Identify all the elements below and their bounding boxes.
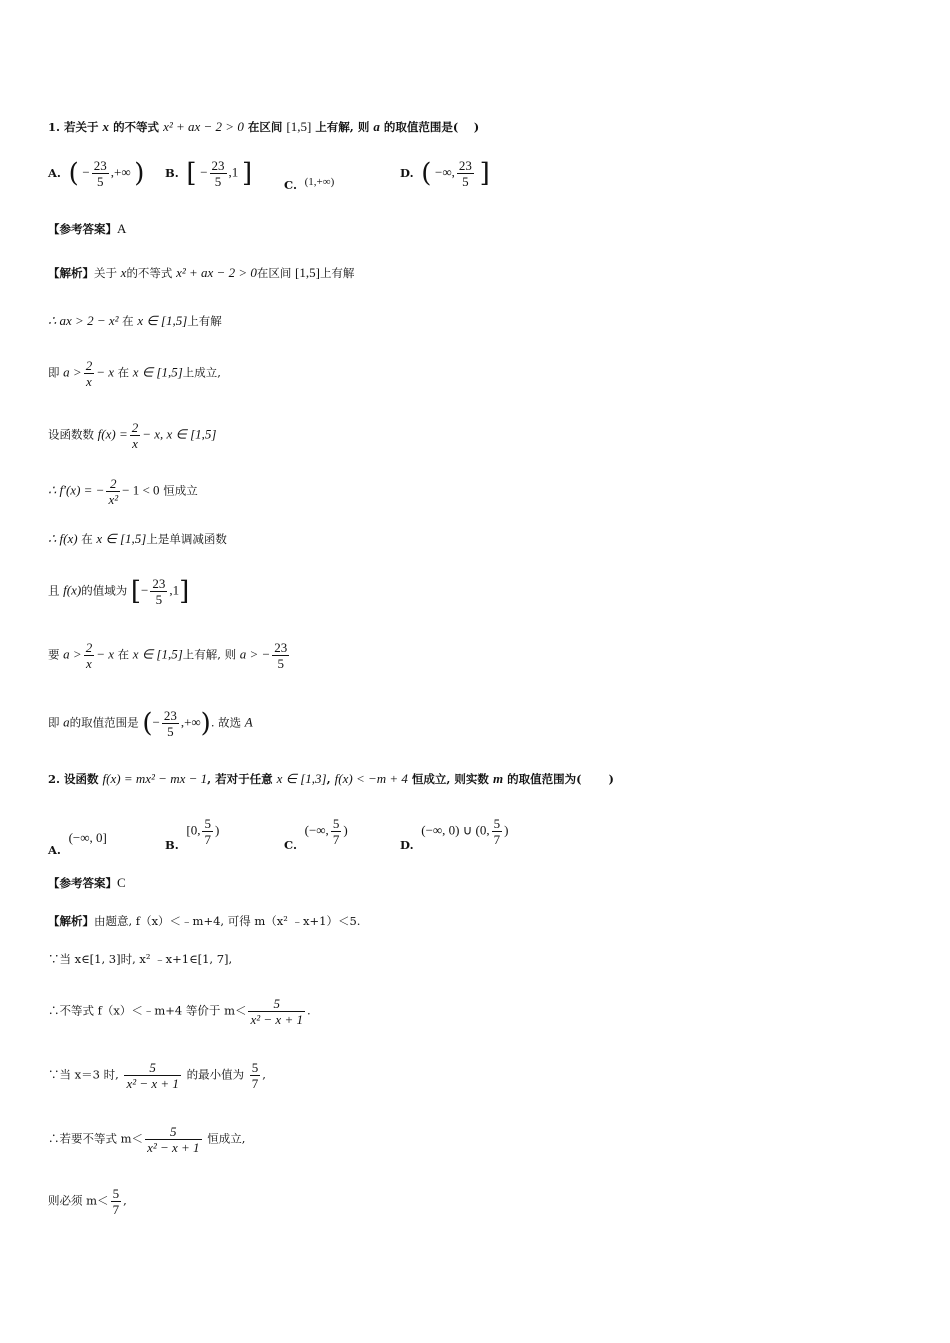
fraction: $\frac{5}{7}$ xyxy=(493,816,501,847)
q1-analysis-line-5: ∴ f′(x) = − $\frac{2}{\text{x²}}$ − 1 < 0 恒成立 xyxy=(48,476,198,507)
fraction: $\frac{5}{7}$ xyxy=(251,1060,259,1091)
q2-analysis-line-6: 则必须 m＜ $\frac{5}{7}$ , xyxy=(48,1186,127,1217)
q1-option-b[interactable]: B. [ − $\frac{23}{5}$ ,1 ] xyxy=(165,158,253,189)
q2-analysis-line-4: ∵当 x＝3 时, $\frac{5}{\text{x² − x + 1}}$ 的最小值为 $\frac{5}{7}$ , xyxy=(48,1060,266,1091)
q2-answer: 【参考答案】C xyxy=(48,875,126,890)
fraction: $\frac{5}{\text{x² − x + 1}}$ xyxy=(126,1060,179,1091)
q1-analysis-line-2: ∴ ax > 2 − x² 在 x ∈ [1,5]上有解 xyxy=(48,313,222,328)
q1-analysis-line-3: 即 a > $\frac{2}{x}$ − x 在 x ∈ [1,5]上成立, xyxy=(48,358,221,389)
q2-number: 2. xyxy=(48,772,61,786)
q2-analysis-line-5: ∴若要不等式 m＜ $\frac{5}{\text{x² − x + 1}}$ 恒成立, xyxy=(48,1124,246,1155)
fraction: $\frac{5}{\text{x² − x + 1}}$ xyxy=(147,1124,200,1155)
fraction: $\frac{2}{\text{x²}}$ xyxy=(108,476,119,507)
q2-option-b[interactable]: B. [0, $\frac{5}{7}$ ) xyxy=(165,816,220,852)
q1-analysis-line-1: 【解析】关于 x的不等式 x² + ax − 2 > 0在区间 [1,5]上有解 xyxy=(48,265,355,280)
fraction: $\frac{23}{5}$ xyxy=(152,576,166,607)
fraction: $\frac{23}{5}$ xyxy=(211,158,225,189)
fraction: $\frac{23}{5}$ xyxy=(93,158,107,189)
q1-answer: 【参考答案】A xyxy=(48,221,127,236)
fraction: $\frac{2}{x}$ xyxy=(85,640,93,671)
q1-option-a[interactable]: A. ( − $\frac{23}{5}$ ,+∞ ) xyxy=(48,158,145,189)
fraction: $\frac{23}{5}$ xyxy=(163,708,177,739)
q1-analysis-line-8: 要 a > $\frac{2}{x}$ − x 在 x ∈ [1,5]上有解, 则 a > − $\frac{23}{5}$ xyxy=(48,640,288,671)
q1-analysis-line-4: 设函数数 f(x) = $\frac{2}{x}$ − x, x ∈ [1,5] xyxy=(48,420,217,451)
q2-analysis-line-1: 【解析】由题意, f（x）＜﹣m+4, 可得 m（x² ﹣x+1）＜5. xyxy=(48,914,361,928)
fraction: $\frac{5}{7}$ xyxy=(204,816,211,847)
q2-option-c[interactable]: C. (−∞, $\frac{5}{7}$ ) xyxy=(284,816,348,852)
q2-option-d[interactable]: D. (−∞, 0) ∪ (0, $\frac{5}{7}$ ) xyxy=(400,816,509,852)
q2-analysis-line-3: ∴不等式 f（x）＜﹣m+4 等价于 m＜ $\frac{5}{\text{x² − x + 1}}$ . xyxy=(48,996,311,1027)
q1-option-d[interactable]: D. ( −∞, $\frac{23}{5}$ ] xyxy=(400,158,490,189)
q1-analysis-line-9: 即 a的取值范围是 (− $\frac{23}{5}$ ,+∞). 故选 A xyxy=(48,708,253,739)
fraction: $\frac{2}{x}$ xyxy=(131,420,139,451)
q1-analysis-line-6: ∴ f(x) 在 x ∈ [1,5]上是单调减函数 xyxy=(48,531,227,546)
fraction: $\frac{5}{7}$ xyxy=(332,816,340,847)
fraction: $\frac{23}{5}$ xyxy=(274,640,288,671)
q2-stem: 2. 设函数 f(x) = mx² − mx − 1, 若对于任意 x ∈ [1,3], f(x) < −m + 4 恒成立, 则实数 m 的取值范围为( ) xyxy=(48,771,614,786)
q2-analysis-line-2: ∵当 x∈[1, 3]时, x² ﹣x+1∈[1, 7], xyxy=(48,952,233,966)
q1-stem: 1. 若关于 x 的不等式 x² + ax − 2 > 0 在区间 [1,5] 上有解, 则 a 的取值范围是( ) xyxy=(48,119,480,134)
fraction: $\frac{5}{7}$ xyxy=(112,1186,120,1217)
q2-option-a[interactable]: A. (−∞, 0] xyxy=(48,830,107,857)
fraction: $\frac{2}{x}$ xyxy=(85,358,93,389)
q1-option-c[interactable]: C. (1,+∞) xyxy=(284,176,335,192)
q1-number: 1. xyxy=(48,120,61,134)
q1-analysis-line-7: 且 f(x)的值域为 [− $\frac{23}{5}$ ,1] xyxy=(48,576,190,607)
fraction: $\frac{23}{5}$ xyxy=(458,158,472,189)
fraction: $\frac{5}{\text{x² − x + 1}}$ xyxy=(250,996,303,1027)
